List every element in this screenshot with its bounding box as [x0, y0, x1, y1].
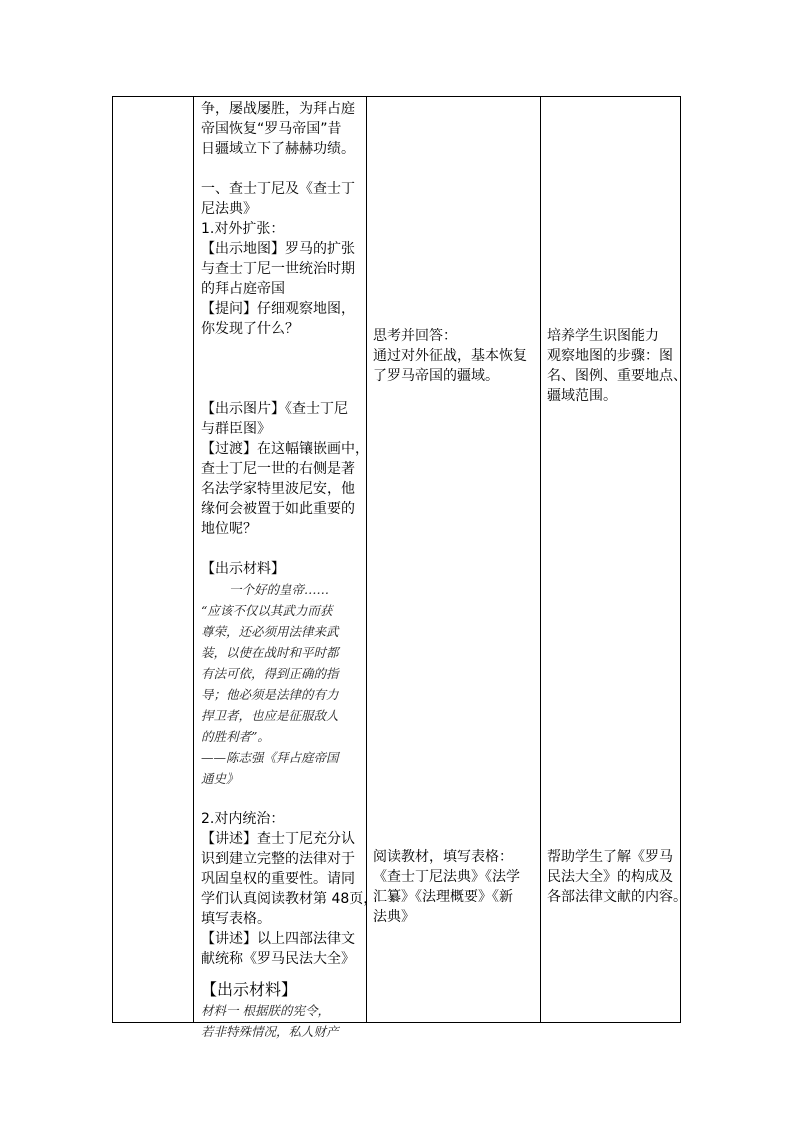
goal-line: 名、图例、重要地点、: [547, 368, 687, 384]
student-activity-answer: [373, 326, 533, 386]
quote-line: “应该不仅以其武力而获: [201, 603, 333, 618]
design-intent-law: [547, 847, 687, 907]
answer-line: 通过对外征战，基本恢复: [373, 348, 527, 364]
intro-line: 帝国恢复“罗马帝国”昔: [201, 121, 342, 137]
transition-line: 名法学家特里波尼安，他: [201, 481, 355, 497]
narrate-line: 填写表格。: [201, 911, 271, 927]
show-map-line: 【出示地图】罗马的扩张: [201, 241, 355, 257]
material-title: 【出示材料】: [201, 980, 298, 999]
show-picture-line: 【出示图片】《查士丁尼: [201, 401, 348, 417]
transition-line: 【过渡】在这幅镶嵌画中，: [201, 441, 369, 457]
goal-line: 培养学生识图能力: [547, 328, 659, 344]
material-two-block: [201, 977, 361, 1039]
answer-line: 了罗马帝国的疆域。: [373, 368, 499, 384]
teacher-activity-column: [201, 99, 378, 969]
transition-line: 缘何会被置于如此重要的: [201, 501, 355, 517]
goal-line: 疆域范围。: [547, 388, 617, 404]
quote-line: 导；他必须是法律的有力: [201, 687, 339, 702]
quote-line: 通史》: [201, 771, 239, 786]
show-picture-line: 与群臣图》: [201, 421, 271, 437]
column-divider: [540, 97, 541, 1022]
narrate-line: 【讲述】以上四部法律文: [201, 931, 355, 947]
quote-line: 材料一 根据朕的宪令，: [201, 1003, 330, 1018]
quote-line: 一个好的皇帝……: [229, 582, 330, 597]
goal-line: 帮助学生了解《罗马: [547, 849, 673, 865]
goal-line: 观察地图的步骤：图: [547, 348, 673, 364]
read-line: 汇纂》《法理概要》《新: [373, 889, 513, 905]
quote-line: 的胜利者”。: [201, 729, 270, 744]
material-title: 【出示材料】: [201, 561, 285, 577]
narrate-line: 巩固皇权的重要性。请同: [201, 871, 355, 887]
quote-line: 若非特殊情况，私人财产: [201, 1024, 339, 1039]
read-line: 《查士丁尼法典》《法学: [373, 869, 520, 885]
section-title: 一、查士丁尼及《查士丁: [201, 181, 355, 197]
quote-line: 尊荣，还必须用法律来武: [201, 624, 339, 639]
read-line: 法典》: [373, 909, 415, 925]
column-divider: [193, 97, 194, 1022]
goal-line: 民法大全》的构成及: [547, 869, 673, 885]
design-intent-map: [547, 326, 687, 406]
show-map-line: 与查士丁尼一世统治时期: [201, 261, 355, 277]
goal-line: 各部法律文献的内容。: [547, 889, 687, 905]
lesson-plan-table: [112, 96, 687, 1039]
subsection-title: 2.对内统治：: [201, 811, 285, 827]
quote-line: ——陈志强《拜占庭帝国: [201, 750, 339, 765]
answer-line: 思考并回答：: [373, 328, 457, 344]
transition-line: 查士丁尼一世的右侧是著: [201, 461, 355, 477]
show-map-line: 的拜占庭帝国: [201, 281, 285, 297]
narrate-line: 学们认真阅读教材第 48页，: [201, 891, 378, 907]
quote-line: 捍卫者，也应是征服敌人: [201, 708, 339, 723]
question-line: 你发现了什么？: [201, 321, 299, 337]
subsection-title: 1.对外扩张：: [201, 221, 285, 237]
narrate-line: 识到建立完整的法律对于: [201, 851, 355, 867]
student-activity-read: [373, 847, 533, 927]
section-title: 尼法典》: [201, 201, 257, 217]
quote-line: 装，以使在战时和平时都: [201, 645, 339, 660]
read-line: 阅读教材，填写表格：: [373, 849, 513, 865]
narrate-line: 【讲述】查士丁尼充分认: [201, 831, 355, 847]
column-divider: [366, 97, 367, 1022]
quote-line: 有法可依，得到正确的指: [201, 666, 339, 681]
narrate-line: 献统称《罗马民法大全》: [201, 951, 355, 967]
question-line: 【提问】仔细观察地图，: [201, 301, 355, 317]
intro-line: 日疆域立下了赫赫功绩。: [201, 141, 355, 157]
intro-line: 争，屡战屡胜，为拜占庭: [201, 101, 355, 117]
transition-line: 地位呢？: [201, 521, 257, 537]
